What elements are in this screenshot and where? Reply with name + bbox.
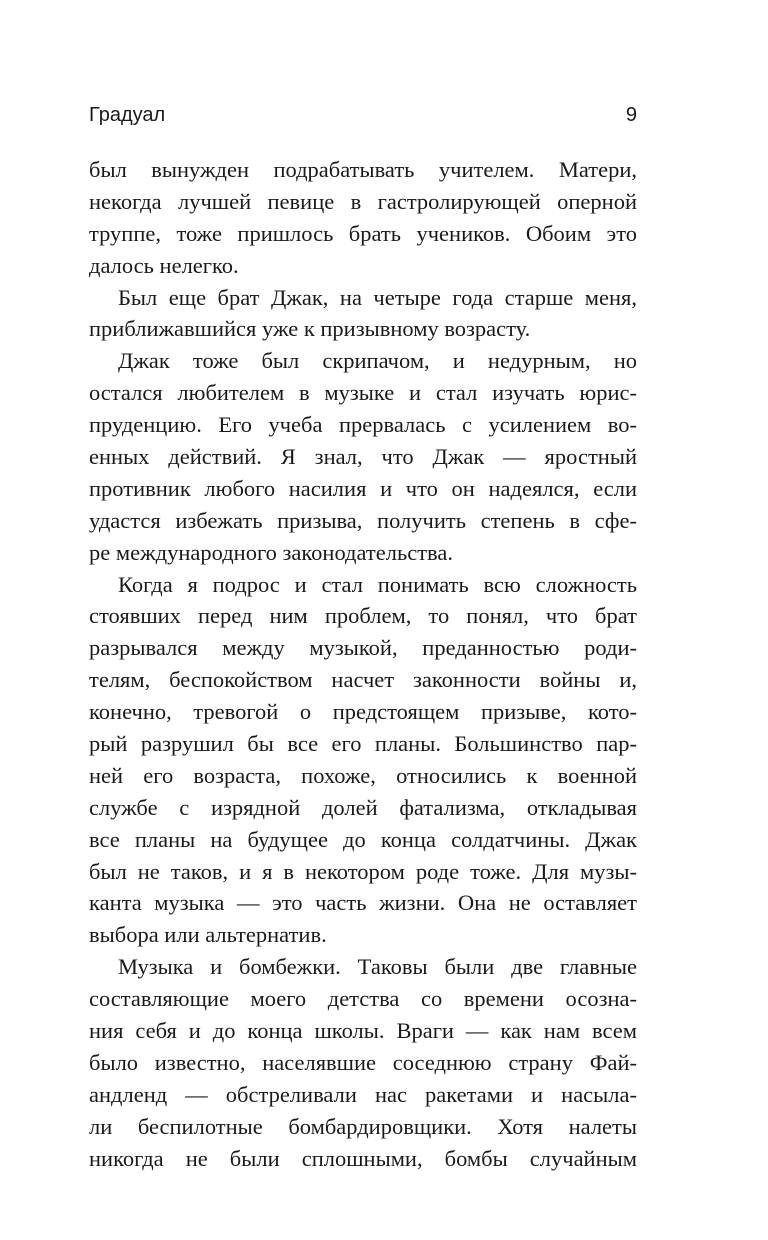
text-line: енных действий. Я знал, что Джак — яростный [89,444,637,470]
text-line: ния себя и до конца школы. Враги — как нам всем [89,1018,637,1044]
text-line: ре международного законодательства. [89,539,453,565]
text-line: был вынужден подрабатывать учителем. Матери, [89,157,637,182]
text-line: Джак тоже был скрипачом, и недурным, но [118,348,637,374]
text-line: приближавшийся уже к призывному возрасту. [89,316,531,342]
text-line: Был еще брат Джак, на четыре года старше меня, [118,284,637,310]
text-line: Музыка и бомбежки. Таковы были две главные [118,954,637,980]
paragraph [89,154,637,282]
text-line: было известно, населявшие соседнюю страну Фай- [89,1049,637,1075]
text-line: удастся избежать призыва, получить степень в сфе- [89,507,637,533]
text-line: остался любителем в музыке и стал изучать юрис- [89,380,637,406]
text-line: рый разрушил бы все его планы. Большинство пар- [89,731,637,757]
text-line: труппе, тоже пришлось брать учеников. Обоим это [89,220,637,246]
text-line: Когда я подрос и стал понимать всю сложность [118,571,637,597]
text-line: канта музыка — это часть жизни. Она не оставляет [89,890,637,916]
text-line: далось нелегко. [89,252,239,278]
text-line: стоявших перед ним проблем, то понял, что брат [89,603,637,629]
text-line: никогда не были сплошными, бомбы случайным [89,1145,637,1171]
running-title: Градуал [89,104,166,126]
text-line: был не таков, и я в некотором роде тоже. Для музы- [89,858,637,884]
text-line: противник любого насилия и что он надеялся, если [89,475,637,501]
page-number: 9 [625,104,637,126]
body-text [89,154,637,1175]
text-line: ли беспилотные бомбардировщики. Хотя налеты [89,1113,637,1139]
text-line: разрывался между музыкой, преданностью роди- [89,635,637,661]
text-line: ней его возраста, похоже, относились к военной [89,762,637,788]
text-line: составляющие моего детства со времени осозна- [89,986,637,1012]
paragraph [89,569,637,952]
paragraph [89,951,637,1174]
text-line: все планы на будущее до конца солдатчины. Джак [89,826,637,852]
text-line: телям, беспокойством насчет законности войны и, [89,667,637,693]
paragraph [89,282,637,346]
text-line: андленд — обстреливали нас ракетами и насыла- [89,1081,637,1107]
paragraph [89,345,637,568]
text-line: выбора или альтернатив. [89,922,327,948]
text-line: конечно, тревогой о предстоящем призыве, кото- [89,699,637,725]
text-line: некогда лучшей певице в гастролирующей оперной [89,188,637,214]
text-line: службе с изрядной долей фатализма, откладывая [89,794,637,820]
text-line: пруденцию. Его учеба прервалась с усилением во- [89,412,637,438]
running-header [89,101,637,129]
